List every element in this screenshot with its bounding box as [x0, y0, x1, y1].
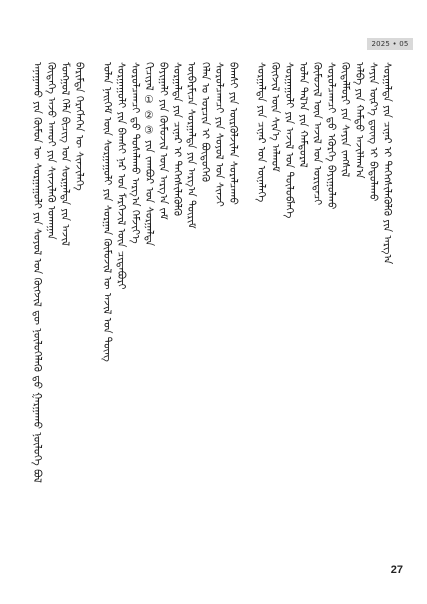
text-column [184, 62, 197, 540]
text-column [44, 62, 57, 540]
text-column [100, 62, 113, 540]
text-line: ᠮᠣᠩᠭᠣᠯ ᠬᠡᠯᠡ ᠪᠢᠴᠢᠭ ᠤᠨ ᠰᠤᠷᠭᠠᠯᠲᠠ ᠶᠢᠨ ᠠᠵᠢᠯ [59, 62, 71, 246]
text-column [282, 62, 295, 540]
text-column [114, 62, 127, 540]
text-column [170, 62, 183, 540]
text-line: ᠬᠢᠴᠢᠶᠡᠯ ① ② ③ ᠶᠢᠨ ᠵᠠᠭᠪᠤᠷ ᠤᠨ ᠰᠤᠷᠭᠠᠯᠲᠠ [143, 62, 155, 247]
text-column [128, 62, 141, 540]
text-column [72, 62, 85, 540]
text-column [226, 62, 239, 540]
text-line: ᠪᠠᠭᠰᠢ ᠶᠢᠨ ᠦᠷᠭᠦᠯᠵᠢᠯᠡᠨ ᠰᠤᠷᠠᠯᠴᠠᠬᠤ [227, 62, 239, 205]
text-line: ᠠᠨᠠᠭᠠᠬᠤ ᠶᠢᠨ ᠬᠥᠮᠦᠨ ᠦ ᠰᠤᠷᠭᠠᠭᠤᠯᠢ ᠶᠢᠨ ᠰᠣᠶᠣᠯ ᠤᠨ ᠬᠥᠭᠵᠢᠯ ᠳᠦ ᠨᠥᠯᠦᠭᠡᠯᠡᠬᠦ ᠳ᠋ᠦ ᠭᠠᠷᠭᠠᠬᠤ ᠨᠥᠯᠦᠭᠡ ᠪᠣᠯ [31, 62, 43, 483]
text-line: ᠰᠠᠶᠢᠨ ᠦᠷ᠎ᠡ ᠳ᠋ᠦᠩ ᠢ ᠪᠠᠲᠤᠯᠠᠬᠤ [367, 62, 379, 202]
text-line: ᠰᠤᠷᠭᠠᠭᠤᠯᠢ ᠶᠢᠨ ᠪᠠᠭᠰᠢ ᠨᠠᠷ ᠤᠨ ᠮᠡᠷᠭᠡᠵᠢᠯ ᠦᠨ ᠴᠢᠳᠠᠪᠤᠷᠢ [115, 62, 127, 290]
text-line: ᠰᠤᠷᠭᠠᠯᠲᠠ ᠶᠢᠨ ᠴᠢᠨᠠᠷ ᠢ ᠳᠡᠭᠡᠭᠰᠢᠯᠡᠭᠦᠯᠬᠦ [171, 62, 183, 217]
text-line: ᠪᠠᠶᠢᠭᠠᠯᠢ ᠶᠢᠨ ᠬᠥᠮᠦᠵᠢᠯ ᠦᠨ ᠠᠷᠭ᠎ᠠ ᠵᠠᠮ [157, 62, 169, 220]
text-column [30, 62, 43, 540]
text-line: ᠬᠥᠳᠡᠯᠮᠦᠷᠢ ᠶᠢᠨ ᠰᠠᠶᠢᠨ ᠵᠠᠩᠱᠢᠯ [339, 62, 351, 178]
issue-date-badge: 2025 • 05 [367, 38, 413, 50]
text-column [352, 62, 365, 540]
text-column [198, 62, 211, 540]
text-column [142, 62, 155, 540]
text-line: ᠰᠤᠷᠭᠠᠯᠲᠠ ᠶᠢᠨ ᠴᠢᠨᠠᠷ ᠤᠨ ᠦᠨᠡᠯᠡᠭᠡ [255, 62, 267, 203]
text-line: ᠬᠡᠯᠡᠨ ᠤ ᠣᠷᠴᠢᠨ ᠢ ᠪᠦᠲᠦᠭᠡᠬᠦ [199, 62, 211, 182]
text-line: ᠰᠤᠷᠭᠠᠭᠤᠯᠢ ᠶᠢᠨ ᠠᠵᠢᠯ ᠤᠨ ᠲᠥᠯᠦᠪᠯᠡᠭᠡ [283, 62, 295, 219]
text-line: ᠰᠤᠷᠤᠯᠴᠠᠭᠴᠢ ᠶᠢᠨ ᠰᠣᠶᠣᠯ ᠤᠨ ᠰᠢᠨᠵᠢ [213, 62, 225, 207]
text-line: ᠬᠥᠭᠵᠢᠯ ᠦᠨ ᠰᠢᠨ᠎ᠡ ᠠᠯᠬᠤᠮ [269, 62, 281, 173]
text-line: ᠥᠪᠡᠷᠮᠢᠴᠡ ᠰᠤᠷᠭᠠᠯᠲᠠ ᠶᠢᠨ ᠠᠷᠭ᠎ᠠ ᠳᠦᠷᠢᠮ [185, 62, 197, 229]
text-column [310, 62, 323, 540]
text-column [212, 62, 225, 540]
text-line: ᠰᠤᠷᠭᠠᠯᠲᠠ ᠶᠢᠨ ᠴᠢᠨᠠᠷ ᠢ ᠳᠡᠭᠡᠭᠰᠢᠯᠡᠭᠦᠯᠬᠦ ᠶᠢᠨ ᠠᠷᠭ᠎ᠠ [381, 62, 393, 265]
text-column [254, 62, 267, 540]
page-number: 27 [390, 564, 403, 576]
text-line: ᠠᠯᠪᠠ ᠶᠢᠨ ᠬᠠᠮᠲᠤ ᠠᠵᠢᠯᠯᠠᠭ᠎ᠠ [353, 62, 365, 179]
text-column [268, 62, 281, 540]
text-line: ᠬᠥᠳᠡᠭᠡ ᠠᠵᠤ ᠠᠬᠤᠢ ᠶᠢᠨ ᠰᠢᠨᠵᠢᠯᠡᠬᠦ ᠤᠬᠠᠭᠠᠨ [45, 62, 57, 240]
text-column [366, 62, 379, 540]
text-line: ᠣᠯᠠᠨ ᠲᠠᠯ᠎ᠠ ᠶᠢᠨ ᠬᠠᠮᠲᠤᠷᠠᠯ [297, 62, 309, 168]
text-line: ᠪᠠᠷᠢᠮᠲᠠ ᠬᠡᠷᠡᠭᠯᠡᠭᠡᠨ ᠦ ᠰᠢᠨᠵᠢᠯᠡᠭᠡ [73, 62, 85, 191]
text-line: ᠣᠯᠠᠨ ᠨᠡᠢᠭᠡᠮ ᠦᠨ ᠰᠤᠷᠭᠠᠭᠤᠯᠢ ᠶᠢᠨ ᠰᠤᠷᠭᠠᠨ ᠬᠦᠮᠦᠵᠢᠯ ᠦ ᠠᠵᠢᠯ ᠤᠨ ᠳᠦᠩ [101, 62, 113, 362]
text-line: ᠰᠤᠷᠤᠯᠴᠠᠭᠴᠢ ᠳ᠋ᠤ ᠡᠭᠦᠷᠭᠡ ᠪᠠᠶᠢᠭᠤᠯᠬᠤ [325, 62, 337, 210]
text-column [156, 62, 169, 540]
text-line: ᠬᠥᠮᠦᠵᠢᠯ ᠦᠨ ᠠᠵᠢᠯ ᠤᠨ ᠤᠷᠢᠳᠠᠴᠢ [311, 62, 323, 206]
text-column [296, 62, 309, 540]
text-column [338, 62, 351, 540]
text-column [324, 62, 337, 540]
text-line: ᠰᠤᠷᠤᠯᠴᠠᠭᠴᠢ ᠳ᠋ᠤ ᠲᠤᠰᠠᠯᠠᠬᠤ ᠠᠷᠭ᠎ᠠ ᠬᠡᠮᠵᠢᠶ᠎ᠡ [129, 62, 141, 244]
text-column [58, 62, 71, 540]
text-column [380, 62, 393, 540]
